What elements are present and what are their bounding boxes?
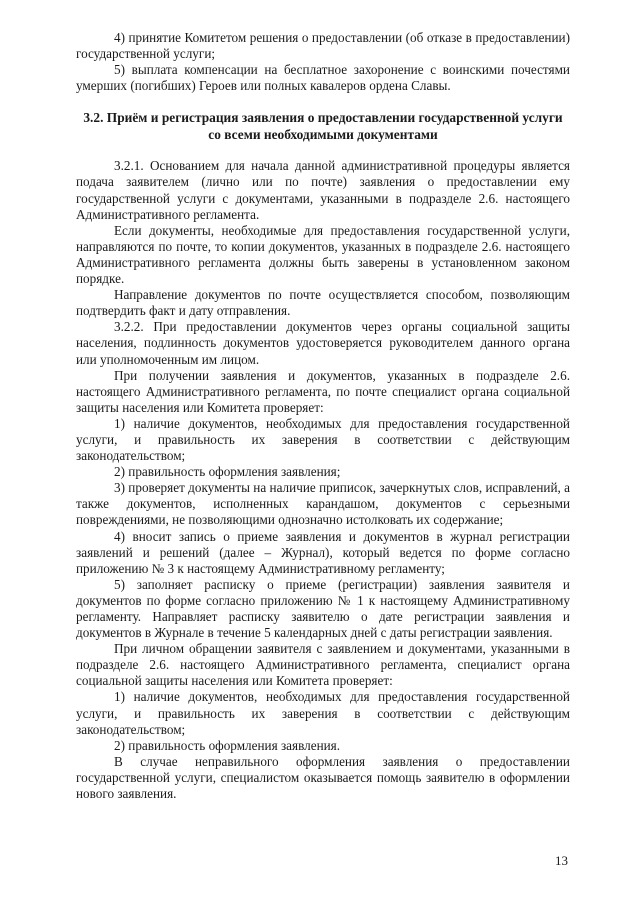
paragraph-mail-copies: Если документы, необходимые для предоставления государственной услуги, направляются по почте, то копии документов, указанных в подразделе 2.6. настоящего Административного регламента должны быть заверены в установленном законом порядке.	[76, 222, 570, 287]
document-page	[76, 30, 570, 802]
section-heading: 3.2. Приём и регистрация заявления о предоставлении государственной услуги со всеми необходимыми документами	[83, 110, 563, 142]
intro-item-4: 4) принятие Комитетом решения о предоставлении (об отказе в предоставлении) государственной услуги;	[76, 30, 570, 62]
paragraph-3-2-2: 3.2.2. При предоставлении документов через органы социальной защиты населения, подлинность документов удостоверяется руководителем данного органа или уполномоченным им лицом.	[76, 319, 570, 367]
page-number: 13	[555, 853, 568, 868]
paragraph-mail-method: Направление документов по почте осуществляется способом, позволяющим подтвердить факт и дату отправления.	[76, 287, 570, 319]
paragraph-personal-check-intro: При личном обращении заявителя с заявлением и документами, указанными в подразделе 2.6. настоящего Административного регламента, специалист органа социальной защиты населения или Комитета проверяет:	[76, 641, 570, 689]
paragraph-3-2-1: 3.2.1. Основанием для начала данной административной процедуры является подача заявителем (лично или по почте) заявления о предоставлении ему государственной услуги с документами, указанными в подразделе 2.6. настоящего Административного регламента.	[76, 158, 570, 222]
list-item: 2) правильность оформления заявления.	[114, 737, 341, 753]
list-item: 4) вносит запись о приеме заявления и документов в журнал регистрации заявлений и решений (далее – Журнал), который ведется по форме согласно приложению № 3 к настоящему Административному регламенту;	[76, 528, 570, 576]
list-item: 1) наличие документов, необходимых для предоставления государственной услуги, и правильность их заверения в соответствии с действующим законодательством;	[76, 415, 570, 464]
list-item: 5) заполняет расписку о приеме (регистрации) заявления заявителя и документов по форме согласно приложению № 1 к настоящему Административному регламенту. Направляет расписку заявителю о дате регистрации заявления и документов в Журнале в течение 5 календарных дней с даты регистрации заявления.	[76, 576, 570, 641]
list-item: 1) наличие документов, необходимых для предоставления государственной услуги, и правильность их заверения в соответствии с действующим законодательством;	[76, 689, 570, 737]
paragraph-incorrect-application: В случае неправильного оформления заявления о предоставлении государственной услуги, специалистом оказывается помощь заявителю в оформлении нового заявления.	[76, 753, 570, 802]
list-item: 3) проверяет документы на наличие приписок, зачеркнутых слов, исправлений, а также документов, исполненных карандашом, документов с серьезными повреждениями, не позволяющими однозначно истолковать их содержание;	[76, 480, 570, 528]
paragraph-mail-check-intro: При получении заявления и документов, указанных в подразделе 2.6. настоящего Административного регламента, по почте специалист органа социальной защиты населения или Комитета проверяет:	[76, 367, 570, 415]
intro-item-5: 5) выплата компенсации на бесплатное захоронение с воинскими почестями умерших (погибших) Героев или полных кавалеров ордена Славы.	[76, 62, 570, 94]
list-item: 2) правильность оформления заявления;	[114, 464, 341, 480]
